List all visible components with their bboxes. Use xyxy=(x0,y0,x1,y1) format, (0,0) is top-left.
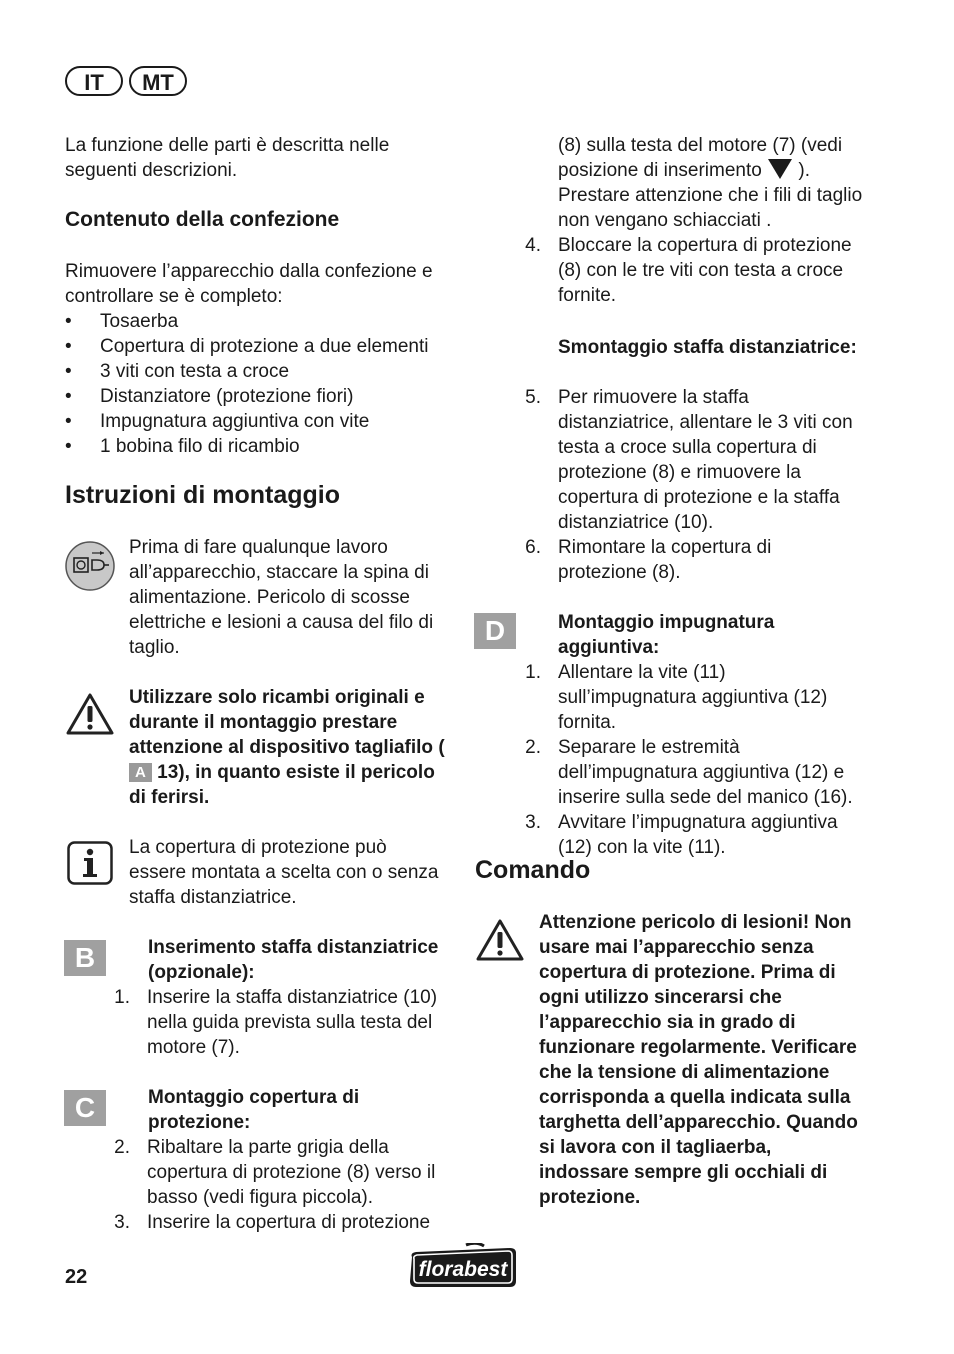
brand-logo xyxy=(406,1243,520,1291)
section-d-title: Montaggio impugnatura aggiuntiva: xyxy=(558,612,775,658)
list-item: 1. Allentare la vite (11) sull’impugnatura aggiuntiva (12) fornita. xyxy=(525,662,828,733)
figure-badge-a: A xyxy=(129,763,152,782)
list-item: 4. Bloccare la copertura di protezione (8) con le tre viti con testa a croce fornite. xyxy=(525,235,852,306)
list-item: • Tosaerba xyxy=(65,309,465,334)
continuation-text-a: (8) sulla testa del motore (7) (vedi posizione di inserimento xyxy=(558,135,843,181)
contents-heading: Contenuto della confezione xyxy=(65,208,340,231)
section-b-steps xyxy=(92,985,452,1060)
warning-text-a: Utilizzare solo ricambi originali e durante il montaggio prestare attenzione al dispositivo tagliafilo ( xyxy=(129,687,445,758)
operation-warning: Attenzione pericolo di lesioni! Non usare mai l’apparecchio senza copertura di protezione. Prima di ogni utilizzo sincerarsi che l’apparecchio sia in grado di funzionare regolarmente. Verificare che la tensione di alimentazione corrisponda a quella indicata sulla targhetta dell’apparecchio. Quando si lavora con il tagliaerba, indossare sempre gli occhiali di protezione. xyxy=(539,912,858,1208)
lang-tag-mt: MT xyxy=(129,66,187,96)
section-c-title: Montaggio copertura di protezione: xyxy=(148,1087,360,1133)
brand-name: florabest xyxy=(418,1258,508,1281)
info-icon xyxy=(67,841,113,885)
list-item: 6. Rimontare la copertura di protezione (8). xyxy=(525,537,772,583)
continuation-text xyxy=(558,133,863,233)
section-label-d: D xyxy=(474,613,516,649)
section-label-b: B xyxy=(64,940,106,976)
intro-text: La funzione delle parti è descritta nelle seguenti descrizioni. xyxy=(65,135,390,181)
unplug-icon xyxy=(64,540,116,592)
lang-tag-it: IT xyxy=(65,66,123,96)
list-item: 5. Per rimuovere la staffa distanziatrice, allentare le 3 viti con testa a croce sulla copertura di protezione (8) e rimuovere la copertura di protezione e la staffa distanziatrice (10). xyxy=(525,387,853,533)
contents-intro: Rimuovere l’apparecchio dalla confezione e controllare se è completo: xyxy=(65,261,433,307)
section-label-c: C xyxy=(64,1090,106,1126)
plug-note: Prima di fare qualunque lavoro all’apparecchio, staccare la spina di alimentazione. Pericolo di scosse elettriche e lesioni a causa del filo di taglio. xyxy=(129,537,434,658)
list-item: 3. Inserire la copertura di protezione xyxy=(114,1212,431,1233)
page-number: 22 xyxy=(65,1266,88,1288)
section-b-title: Inserimento staffa distanziatrice (opzionale): xyxy=(148,937,439,983)
list-item: • 3 viti con testa a croce xyxy=(65,359,465,384)
continuation-text-b: ). Prestare attenzione che i fili di taglio non vengano schiacciati . xyxy=(558,160,863,231)
removal-steps xyxy=(503,385,863,585)
section-d-steps xyxy=(503,660,863,860)
list-item: • 1 bobina filo di ricambio xyxy=(65,434,465,459)
step-4 xyxy=(503,233,863,308)
warning-text-b: 13), in quanto esiste il pericolo di ferirsi. xyxy=(129,762,435,808)
list-item: 2. Ribaltare la parte grigia della copertura di protezione (8) verso il basso (vedi figura piccola). xyxy=(114,1137,436,1208)
contents-list xyxy=(65,309,465,459)
operation-heading: Comando xyxy=(475,856,591,884)
removal-title: Smontaggio staffa distanziatrice: xyxy=(558,337,857,358)
warning-original-parts xyxy=(129,685,454,810)
down-triangle-icon xyxy=(767,158,793,180)
assembly-heading: Istruzioni di montaggio xyxy=(65,481,340,509)
warning-icon xyxy=(475,918,525,962)
warning-icon xyxy=(65,692,115,736)
list-item: • Copertura di protezione a due elementi xyxy=(65,334,465,359)
list-item: 3. Avvitare l’impugnatura aggiuntiva (12) con la vite (11). xyxy=(525,812,838,858)
list-item: • Impugnatura aggiuntiva con vite xyxy=(65,409,465,434)
list-item: 2. Separare le estremità dell’impugnatura aggiuntiva (12) e inserire sulla sede del manico (16). xyxy=(525,737,853,808)
list-item: 1. Inserire la staffa distanziatrice (10) nella guida prevista sulla testa del motore (7). xyxy=(114,987,438,1058)
list-item: • Distanziatore (protezione fiori) xyxy=(65,384,465,409)
info-note: La copertura di protezione può essere montata a scelta con o senza staffa distanziatrice. xyxy=(129,837,439,908)
section-c-steps xyxy=(92,1135,452,1235)
